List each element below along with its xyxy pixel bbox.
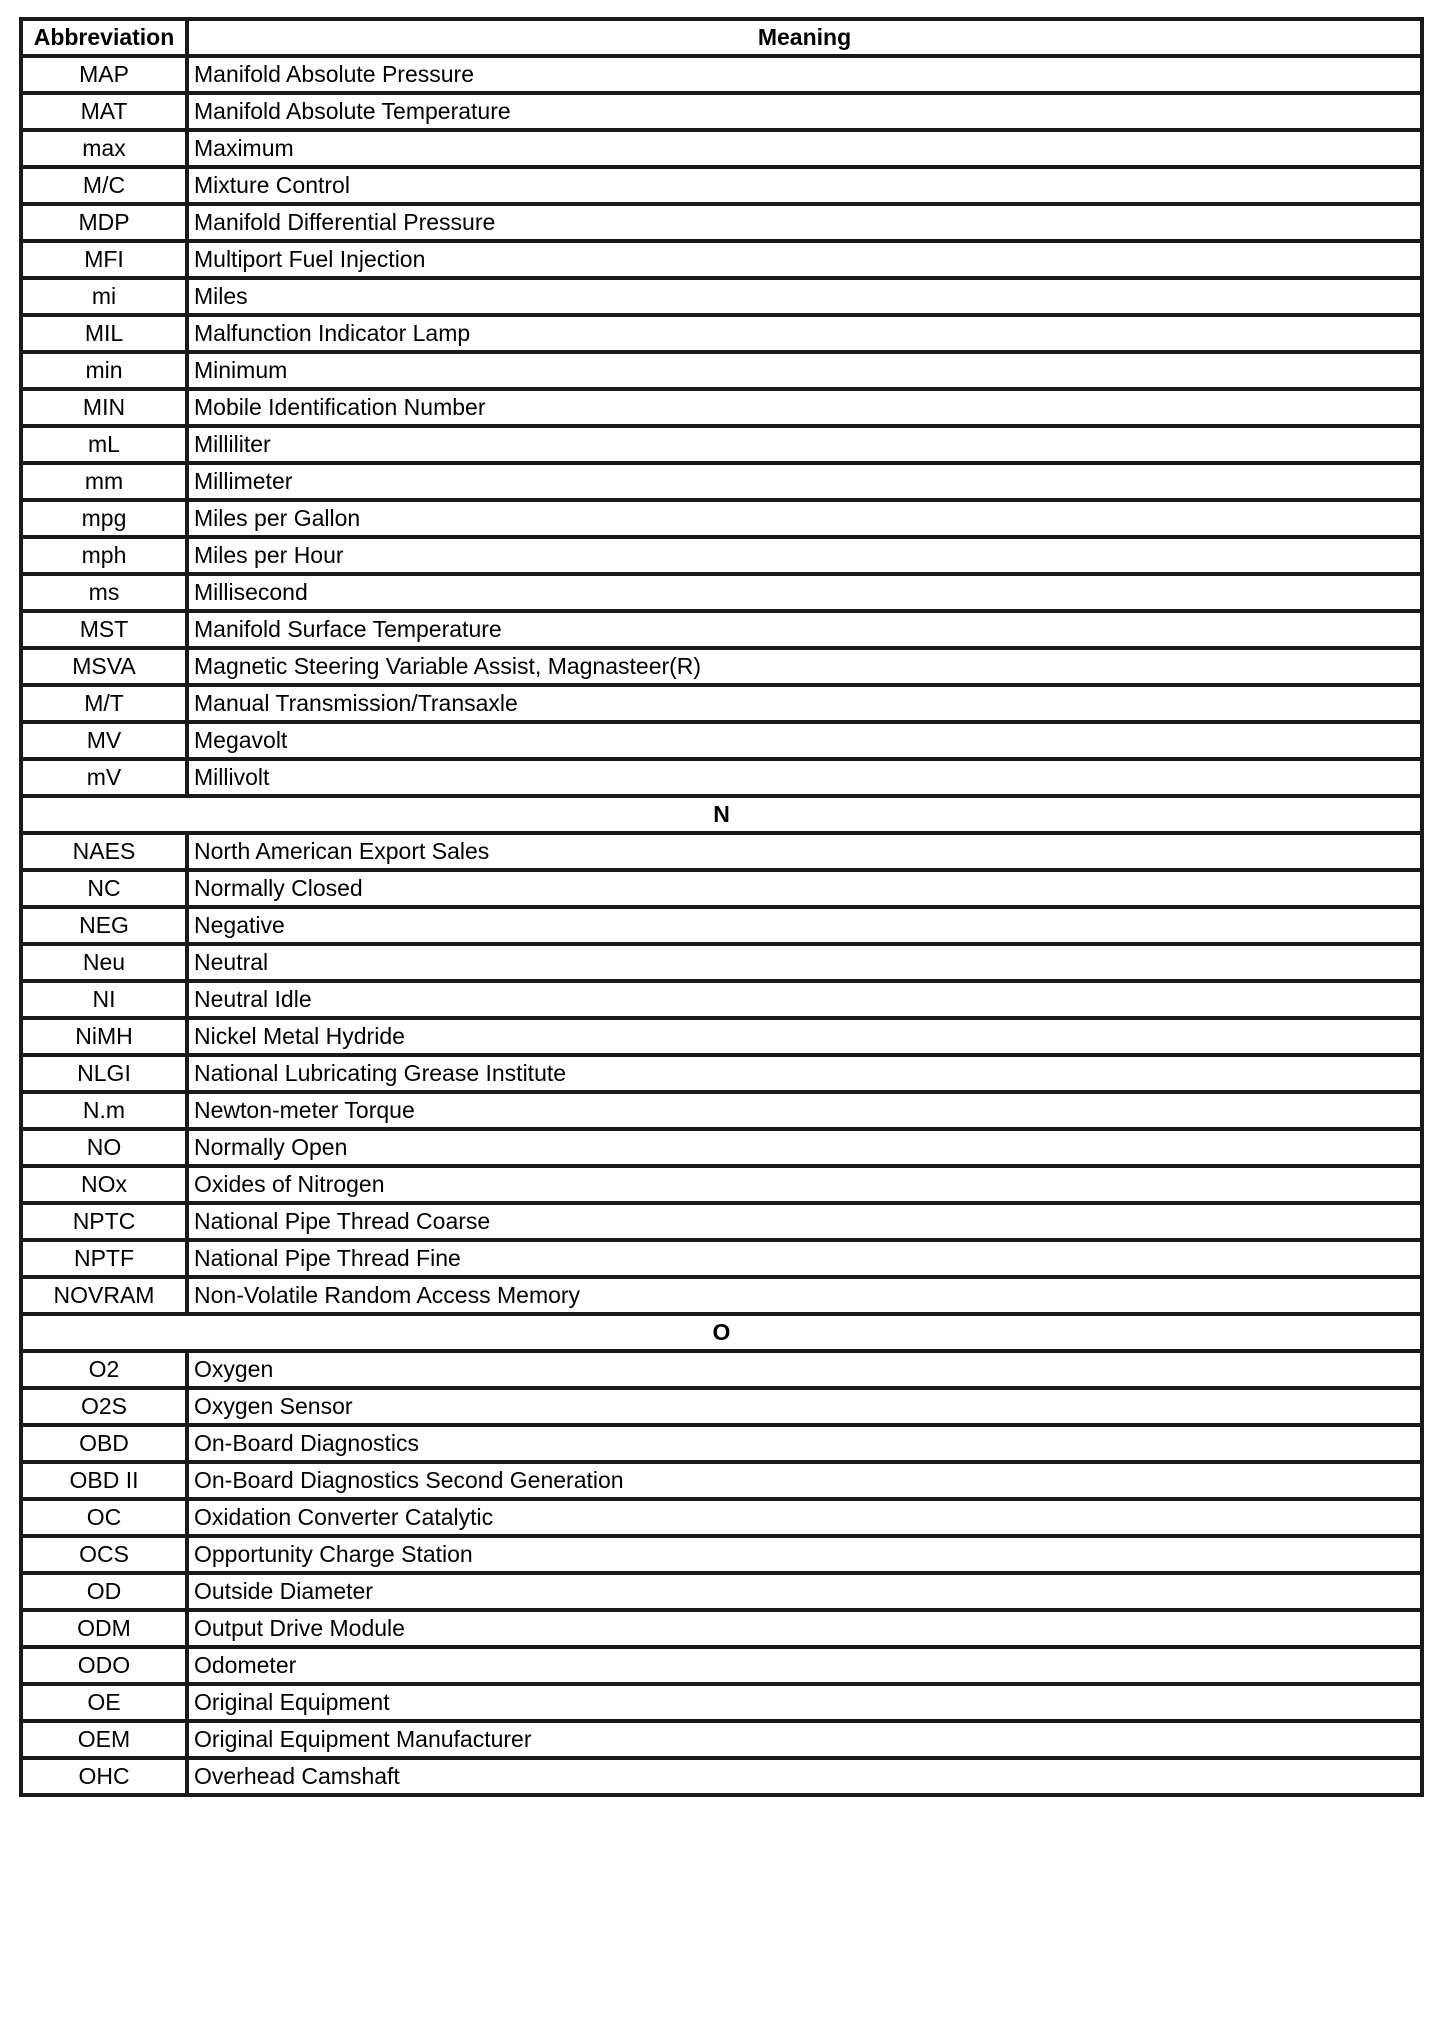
meaning-cell: Original Equipment	[187, 1684, 1422, 1721]
table-row	[21, 241, 1422, 278]
meaning-cell: Neutral	[187, 944, 1422, 981]
table-row	[21, 1758, 1422, 1795]
abbreviation-cell: OC	[21, 1499, 187, 1536]
meaning-cell: North American Export Sales	[187, 833, 1422, 870]
abbreviation-cell: NEG	[21, 907, 187, 944]
section-heading: N	[21, 796, 1422, 833]
table-row	[21, 648, 1422, 685]
meaning-cell: Manifold Differential Pressure	[187, 204, 1422, 241]
meaning-cell: Maximum	[187, 130, 1422, 167]
section-row	[21, 796, 1422, 833]
abbreviation-cell: OBD	[21, 1425, 187, 1462]
meaning-cell: Millimeter	[187, 463, 1422, 500]
meaning-cell: Oxygen	[187, 1351, 1422, 1388]
meaning-cell: Manual Transmission/Transaxle	[187, 685, 1422, 722]
abbreviation-cell: MSVA	[21, 648, 187, 685]
section-heading: O	[21, 1314, 1422, 1351]
table-row	[21, 759, 1422, 796]
meaning-cell: Normally Open	[187, 1129, 1422, 1166]
table-row	[21, 167, 1422, 204]
abbreviation-cell: Neu	[21, 944, 187, 981]
abbreviation-cell: NO	[21, 1129, 187, 1166]
abbreviation-cell: M/T	[21, 685, 187, 722]
abbreviation-cell: M/C	[21, 167, 187, 204]
abbreviation-cell: OCS	[21, 1536, 187, 1573]
table-row	[21, 278, 1422, 315]
abbreviation-cell: O2	[21, 1351, 187, 1388]
table-row	[21, 1388, 1422, 1425]
table-row	[21, 1499, 1422, 1536]
table-row	[21, 944, 1422, 981]
meaning-cell: Miles per Gallon	[187, 500, 1422, 537]
abbreviation-cell: ODM	[21, 1610, 187, 1647]
meaning-cell: Outside Diameter	[187, 1573, 1422, 1610]
column-header-abbreviation: Abbreviation	[21, 19, 187, 56]
meaning-cell: Magnetic Steering Variable Assist, Magnasteer(R)	[187, 648, 1422, 685]
table-row	[21, 1277, 1422, 1314]
table-row	[21, 870, 1422, 907]
meaning-cell: Millivolt	[187, 759, 1422, 796]
table-row	[21, 204, 1422, 241]
meaning-cell: National Pipe Thread Fine	[187, 1240, 1422, 1277]
abbreviation-cell: MAP	[21, 56, 187, 93]
abbreviation-cell: NPTF	[21, 1240, 187, 1277]
meaning-cell: Mobile Identification Number	[187, 389, 1422, 426]
abbreviation-cell: N.m	[21, 1092, 187, 1129]
abbreviation-cell: min	[21, 352, 187, 389]
meaning-cell: Non-Volatile Random Access Memory	[187, 1277, 1422, 1314]
table-row	[21, 574, 1422, 611]
meaning-cell: Nickel Metal Hydride	[187, 1018, 1422, 1055]
table-row	[21, 1055, 1422, 1092]
table-row	[21, 1647, 1422, 1684]
abbreviation-cell: MST	[21, 611, 187, 648]
meaning-cell: Negative	[187, 907, 1422, 944]
abbreviation-cell: NiMH	[21, 1018, 187, 1055]
abbreviation-cell: NLGI	[21, 1055, 187, 1092]
meaning-cell: Minimum	[187, 352, 1422, 389]
abbreviation-cell: mph	[21, 537, 187, 574]
abbreviation-cell: mL	[21, 426, 187, 463]
table-row	[21, 1166, 1422, 1203]
meaning-cell: Mixture Control	[187, 167, 1422, 204]
abbreviation-cell: NC	[21, 870, 187, 907]
abbreviation-cell: OBD II	[21, 1462, 187, 1499]
meaning-cell: Odometer	[187, 1647, 1422, 1684]
table-row	[21, 463, 1422, 500]
meaning-cell: Oxidation Converter Catalytic	[187, 1499, 1422, 1536]
table-body	[21, 56, 1422, 1795]
table-row	[21, 1203, 1422, 1240]
abbreviation-cell: max	[21, 130, 187, 167]
section-row	[21, 1314, 1422, 1351]
abbreviation-cell: OHC	[21, 1758, 187, 1795]
meaning-cell: National Lubricating Grease Institute	[187, 1055, 1422, 1092]
table-row	[21, 1610, 1422, 1647]
table-row	[21, 1573, 1422, 1610]
table-row	[21, 56, 1422, 93]
table-row	[21, 722, 1422, 759]
table-row	[21, 93, 1422, 130]
table-row	[21, 1425, 1422, 1462]
abbreviation-cell: mm	[21, 463, 187, 500]
table-header-row	[21, 19, 1422, 56]
meaning-cell: Manifold Absolute Temperature	[187, 93, 1422, 130]
abbreviation-cell: MAT	[21, 93, 187, 130]
table-row	[21, 833, 1422, 870]
table-row	[21, 981, 1422, 1018]
table-row	[21, 907, 1422, 944]
meaning-cell: Manifold Absolute Pressure	[187, 56, 1422, 93]
table-row	[21, 1240, 1422, 1277]
abbreviation-cell: NAES	[21, 833, 187, 870]
meaning-cell: Normally Closed	[187, 870, 1422, 907]
meaning-cell: National Pipe Thread Coarse	[187, 1203, 1422, 1240]
table-row	[21, 1018, 1422, 1055]
abbreviation-cell: MDP	[21, 204, 187, 241]
table-row	[21, 1721, 1422, 1758]
abbreviation-cell: NOx	[21, 1166, 187, 1203]
table-row	[21, 1129, 1422, 1166]
table-row	[21, 352, 1422, 389]
abbreviation-cell: MFI	[21, 241, 187, 278]
table-row	[21, 1092, 1422, 1129]
meaning-cell: Overhead Camshaft	[187, 1758, 1422, 1795]
table-row	[21, 1536, 1422, 1573]
abbreviation-cell: mV	[21, 759, 187, 796]
abbreviation-cell: mi	[21, 278, 187, 315]
meaning-cell: Megavolt	[187, 722, 1422, 759]
table-row	[21, 315, 1422, 352]
meaning-cell: Milliliter	[187, 426, 1422, 463]
abbreviation-cell: O2S	[21, 1388, 187, 1425]
column-header-meaning: Meaning	[187, 19, 1422, 56]
table-row	[21, 1684, 1422, 1721]
meaning-cell: Multiport Fuel Injection	[187, 241, 1422, 278]
table-row	[21, 685, 1422, 722]
table-row	[21, 500, 1422, 537]
abbreviation-cell: MIN	[21, 389, 187, 426]
abbreviation-cell: ms	[21, 574, 187, 611]
meaning-cell: On-Board Diagnostics	[187, 1425, 1422, 1462]
abbreviation-cell: OE	[21, 1684, 187, 1721]
table-row	[21, 1351, 1422, 1388]
table-row	[21, 537, 1422, 574]
abbreviation-cell: OEM	[21, 1721, 187, 1758]
meaning-cell: Millisecond	[187, 574, 1422, 611]
abbreviation-cell: mpg	[21, 500, 187, 537]
table-row	[21, 389, 1422, 426]
abbreviation-cell: NI	[21, 981, 187, 1018]
abbreviation-cell: ODO	[21, 1647, 187, 1684]
meaning-cell: Opportunity Charge Station	[187, 1536, 1422, 1573]
meaning-cell: Output Drive Module	[187, 1610, 1422, 1647]
meaning-cell: Manifold Surface Temperature	[187, 611, 1422, 648]
abbreviation-cell: NPTC	[21, 1203, 187, 1240]
meaning-cell: On-Board Diagnostics Second Generation	[187, 1462, 1422, 1499]
meaning-cell: Oxides of Nitrogen	[187, 1166, 1422, 1203]
abbreviation-table	[19, 17, 1424, 1797]
meaning-cell: Miles	[187, 278, 1422, 315]
meaning-cell: Original Equipment Manufacturer	[187, 1721, 1422, 1758]
table-row	[21, 1462, 1422, 1499]
abbreviation-cell: OD	[21, 1573, 187, 1610]
meaning-cell: Neutral Idle	[187, 981, 1422, 1018]
abbreviation-cell: MIL	[21, 315, 187, 352]
meaning-cell: Oxygen Sensor	[187, 1388, 1422, 1425]
table-row	[21, 130, 1422, 167]
meaning-cell: Miles per Hour	[187, 537, 1422, 574]
abbreviation-cell: MV	[21, 722, 187, 759]
meaning-cell: Newton-meter Torque	[187, 1092, 1422, 1129]
meaning-cell: Malfunction Indicator Lamp	[187, 315, 1422, 352]
table-row	[21, 611, 1422, 648]
table-row	[21, 426, 1422, 463]
abbreviation-cell: NOVRAM	[21, 1277, 187, 1314]
